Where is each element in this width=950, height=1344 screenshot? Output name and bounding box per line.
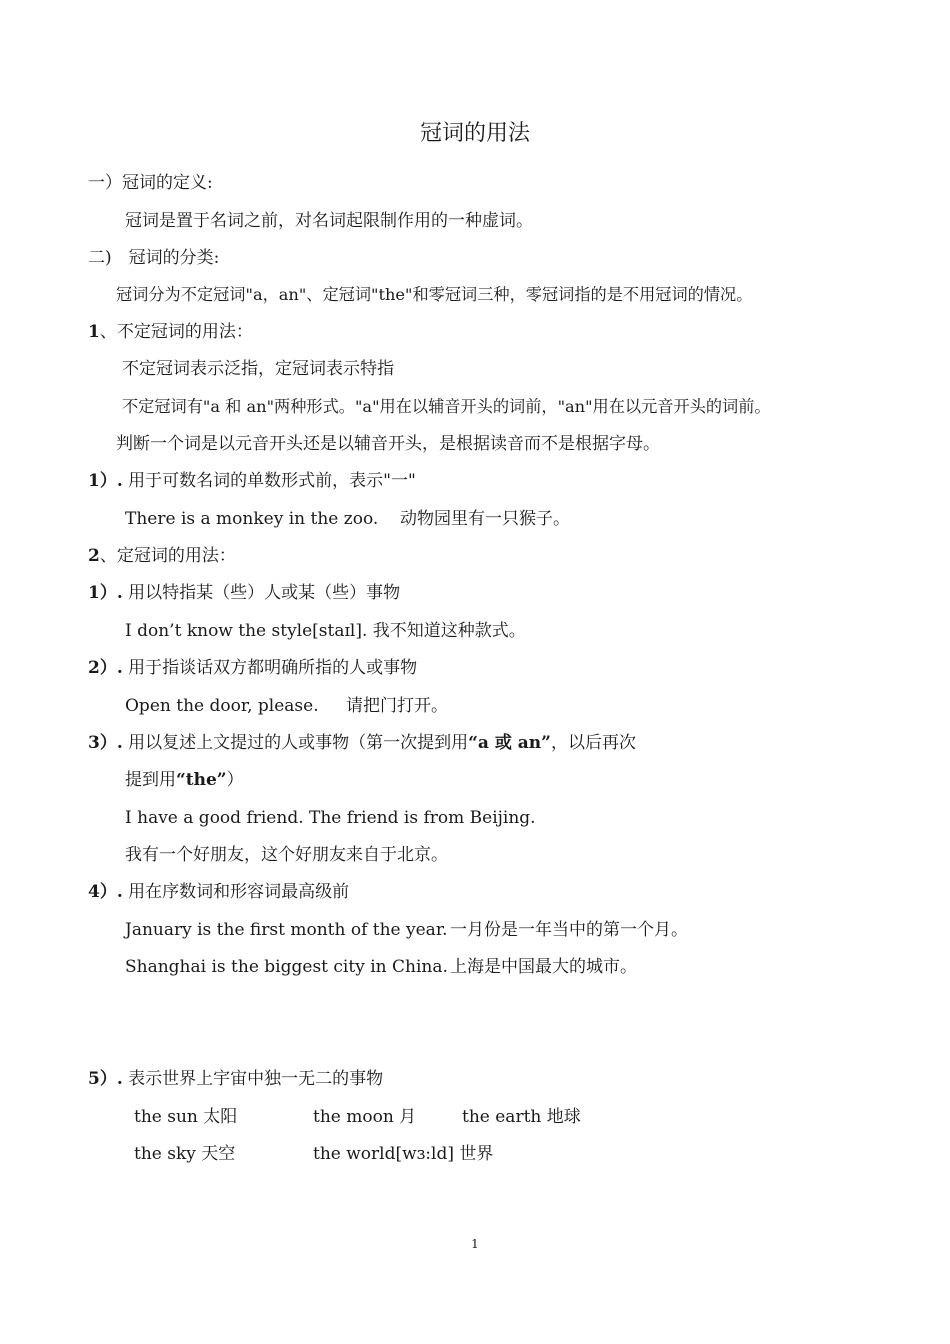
example-1-1-english: There is a monkey in the zoo. — [125, 509, 379, 529]
rule-2-1-number: 1）. — [88, 583, 123, 603]
rule-2-3 — [88, 732, 636, 754]
rule-2-3-line-2 — [125, 769, 244, 791]
rule-2-2-number: 2）. — [88, 658, 123, 678]
section-1-heading: 一）冠词的定义: — [88, 173, 213, 193]
rule-2-3-number: 3）. — [88, 733, 123, 753]
part-1-line-1: 不定冠词表示泛指，定冠词表示特指 — [122, 359, 394, 379]
section-1-text: 冠词是置于名词之前，对名词起限制作用的一种虚词。 — [125, 211, 533, 231]
part-2-heading — [88, 545, 236, 567]
word-the-sky: the sky 天空 — [134, 1144, 236, 1164]
rule-2-5-number: 5）. — [88, 1069, 123, 1089]
section-2-text: 冠词分为不定冠词"a，an"、定冠词"the"和零冠词三种，零冠词指的是不用冠词的情况。 — [116, 285, 753, 304]
rule-2-4 — [88, 881, 349, 903]
example-2-2-chinese: 请把门打开。 — [346, 696, 448, 716]
part-1-heading — [88, 321, 253, 343]
rule-2-1-text: 用以特指某（些）人或某（些）事物 — [128, 583, 401, 603]
rule-2-3-text: 用以复述上文提过的人或事物（第一次提到用 — [128, 733, 469, 753]
part-1-title: 、不定冠词的用法： — [99, 322, 253, 342]
page-number: 1 — [471, 1237, 479, 1251]
word-the-moon: the moon 月 — [313, 1107, 417, 1127]
section-2-heading: 二) 冠词的分类: — [88, 248, 220, 268]
rule-2-3-text-b: ，以后再次 — [550, 733, 636, 753]
rule-2-3-line-2-a: 提到用 — [125, 770, 176, 790]
rule-1-1-number: 1）. — [88, 471, 123, 491]
example-2-4-english-2: Shanghai is the biggest city in China. — [125, 957, 448, 977]
example-2-2-english: Open the door, please. — [125, 696, 319, 716]
example-1-1-chinese: 动物园里有一只猴子。 — [400, 509, 570, 529]
example-2-1: I don’t know the style[staɪl]. 我不知道这种款式。 — [125, 621, 526, 641]
word-the-earth: the earth 地球 — [462, 1107, 581, 1127]
part-1-line-2: 不定冠词有"a 和 an"两种形式。"a"用在以辅音开头的词前，"an"用在以元音开头的词前。 — [122, 397, 771, 416]
page-title: 冠词的用法 — [419, 121, 530, 146]
rule-2-5-text: 表示世界上宇宙中独一无二的事物 — [128, 1069, 384, 1089]
rule-2-4-number: 4）. — [88, 882, 123, 902]
rule-2-3-emphasis-a: “a 或 an” — [468, 733, 551, 753]
rule-2-2-text: 用于指谈话双方都明确所指的人或事物 — [128, 658, 418, 678]
part-1-line-3: 判断一个词是以元音开头还是以辅音开头，是根据读音而不是根据字母。 — [116, 434, 660, 454]
example-2-3-chinese: 我有一个好朋友，这个好朋友来自于北京。 — [125, 845, 448, 865]
rule-1-1 — [88, 470, 416, 492]
word-the-world: the world[wɜ:ld] 世界 — [313, 1144, 494, 1164]
word-the-sun: the sun 太阳 — [134, 1107, 238, 1127]
example-2-4-english-1: January is the first month of the year. — [125, 920, 448, 940]
rule-2-3-emphasis-b: “the” — [176, 770, 227, 790]
rule-2-3-line-2-b: ） — [226, 770, 244, 790]
example-2-4-chinese-2: 上海是中国最大的城市。 — [450, 957, 637, 977]
part-2-title: 、定冠词的用法： — [99, 546, 236, 566]
part-2-number: 2 — [88, 546, 100, 566]
example-2-4-chinese-1: 一月份是一年当中的第一个月。 — [450, 920, 688, 940]
rule-1-1-text: 用于可数名词的单数形式前，表示"一" — [128, 471, 416, 491]
rule-2-5 — [88, 1068, 383, 1090]
example-2-3-english: I have a good friend. The friend is from Beijing. — [125, 808, 536, 828]
rule-2-1 — [88, 582, 400, 604]
rule-2-4-text: 用在序数词和形容词最高级前 — [128, 882, 350, 902]
part-1-number: 1 — [88, 322, 100, 342]
rule-2-2 — [88, 657, 417, 679]
